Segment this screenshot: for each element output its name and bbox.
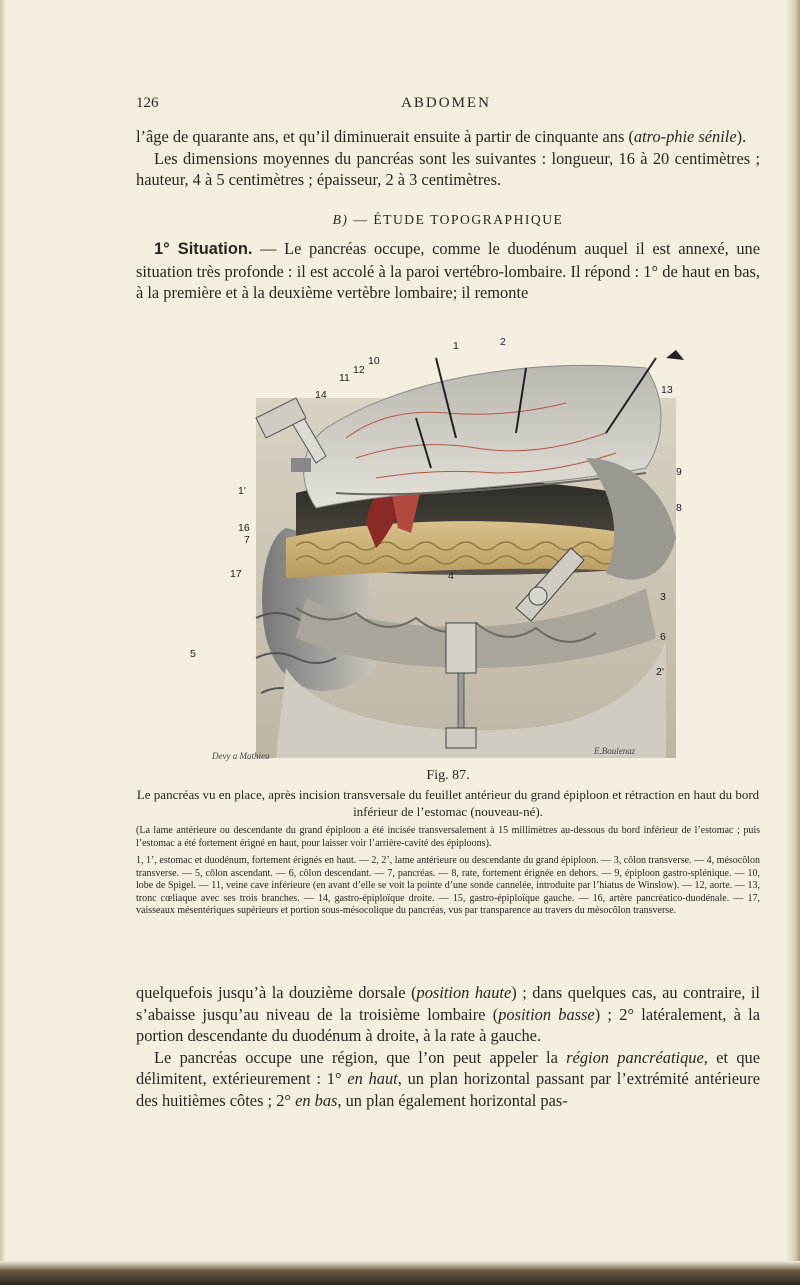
figure-number-2-prime: 2' <box>656 666 664 678</box>
page-edge-left <box>0 0 6 1285</box>
figure-number-6: 6 <box>660 631 666 643</box>
figure-number-12: 12 <box>353 364 365 376</box>
figure-caption <box>136 768 760 923</box>
figure-number-13: 13 <box>661 384 673 396</box>
figure-number-2: 2 <box>500 336 506 348</box>
figure-label: Fig. 87. <box>426 768 470 783</box>
figure-number-9: 9 <box>676 466 682 478</box>
figure-number-10: 10 <box>368 355 380 367</box>
illustration-drawing <box>226 338 696 768</box>
intro-paragraph-2: Les dimensions moyennes du pancréas sont les suivantes : longueur, 16 à 20 centimètres ; hauteur, 4 à 5 centimètres ; épaisseur, 2 à 3 centimètres. <box>136 148 760 189</box>
figure-number-17: 17 <box>230 568 242 580</box>
page-edge-right <box>786 0 800 1285</box>
page-number: 126 <box>136 95 159 111</box>
engraver-signature-right: E.Boulenaz <box>594 746 636 756</box>
figure-number-1-prime: 1' <box>238 485 246 497</box>
figure-note: (La lame antérieure ou descendante du grand épiploon a été incisée transversalement à 15 millimètres au-dessous du bord inférieur de l’estomac ; puis l’estomac a été fortement érigné en haut, pour laisser voir l’arrière-cavité des épiploons). <box>136 825 760 849</box>
intro-text <box>136 126 760 191</box>
anatomical-illustration <box>190 336 696 768</box>
continuation-text <box>136 982 760 1111</box>
figure-number-5: 5 <box>190 648 196 660</box>
figure-number-8: 8 <box>676 502 682 514</box>
continuation-paragraph-2: Le pancréas occupe une région, que l’on peut appeler la région pancréatique, et que délimitent, extérieurement : 1° en haut, un plan horizontal passant par l’extrémité antérieure des huitièmes côtes ; 2° en bas, un plan également horizontal pas- <box>136 1047 760 1110</box>
figure-title: Le pancréas vu en place, après incision transversale du feuillet antérieur du grand épiploon et rétraction en haut du bord inférieur de l’estomac (nouveau-né). <box>136 787 760 819</box>
figure-number-14: 14 <box>315 389 327 401</box>
section-heading: B) — ÉTUDE TOPOGRAPHIQUE <box>332 212 564 227</box>
intro-paragraph-1: l’âge de quarante ans, et qu’il diminuerait ensuite à partir de cinquante ans (atro-phie sénile). <box>136 127 747 146</box>
figure-number-11: 11 <box>339 372 350 384</box>
continuation-paragraph-1: quelquefois jusqu’à la douzième dorsale (position haute) ; dans quelques cas, au contraire, il s’abaisse jusqu’au niveau de la troisième lombaire (position basse) ; 2° latéralement, à la portion descendante du duodénum à droite, à la rate à gauche. <box>136 983 760 1045</box>
artist-signature-left: Devy a Mathieu <box>212 751 270 761</box>
running-title: ABDOMEN <box>401 95 491 111</box>
figure-number-7: 7 <box>244 534 250 546</box>
situation-paragraph: 1° Situation. — Le pancréas occupe, comme le duodénum auquel il est annexé, une situation très profonde : il est accolé à la paroi vertébro-lombaire. Il répond : 1° de haut en bas, à la première et à la deuxième vertèbre lombaire; il remonte <box>136 239 761 302</box>
running-head <box>136 95 756 115</box>
figure-number-1: 1 <box>453 340 459 352</box>
page-bottom-edge <box>0 1261 800 1285</box>
situation-run-in: 1° Situation. <box>154 240 253 258</box>
figure-legend: 1, 1’, estomac et duodénum, fortement érignés en haut. — 2, 2’, lame antérieure ou descendante du grand épiploon. — 3, côlon transverse. — 4, mésocôlon transverse. — 5, côlon ascendant. — 6, côlon descendant. — 7, pancréas. — 8, rate, fortement érignée en dehors. — 9, épiploon gastro-splénique. — 10, lobe de Spigel. — 11, veine cave inférieure (en avant d’elle se voit la pointe d’une sonde cannelée, introduite par l’hiatus de Winslow). — 12, aorte. — 13, tronc cœliaque avec ses trois branches. — 14, gastro-épiploïque droite. — 15, gastro-épiploïque gauche. — 16, artère pancréatico-duodénale. — 17, vaisseaux mésentériques supérieurs et portion sous-mésocolique du pancréas, vus par transparence au travers du mésocôlon transverse. <box>136 855 760 916</box>
figure-number-3: 3 <box>660 591 666 603</box>
figure-number-4: 4 <box>448 570 454 582</box>
figure-number-16: 16 <box>238 522 250 534</box>
